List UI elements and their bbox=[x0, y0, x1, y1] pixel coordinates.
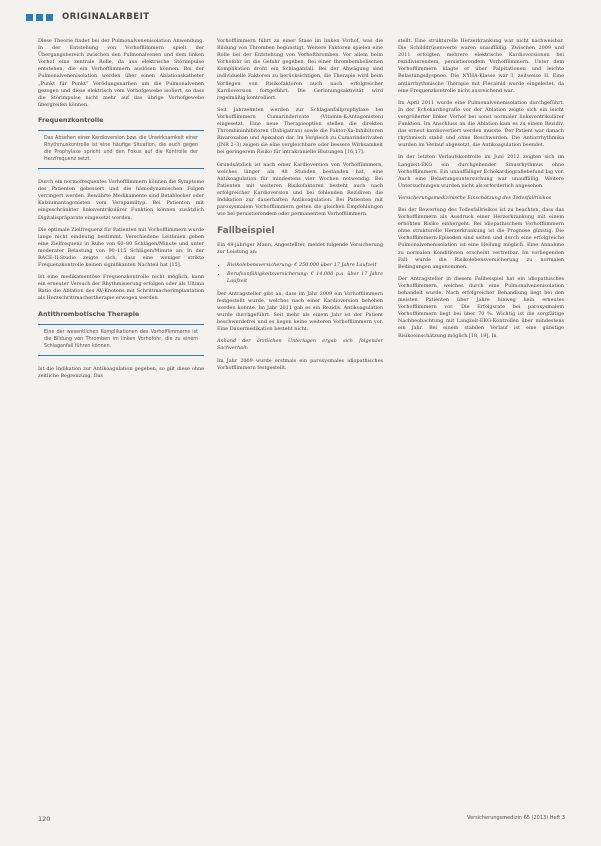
subheading: Versicherungsmedizinische Einschätzung des Todesfallrisikos bbox=[398, 194, 552, 201]
page-header bbox=[26, 10, 150, 24]
paragraph: Seit Jahrzehnten werden zur Schlaganfallprophylaxe bei Vorhofflimmern Cumarinderivate (Vitamin-K-Antagonisten) eingesetzt. Eine neue Therapieoption stellen die direkten Thrombininhibitoren (Dabigatran) sowie die Faktor-Xa-Inhibitoren Rivaroxaban und Apixaban dar. Im Vergleich zu Cumarinderivaten (INR 2–3) zeigen sie eine vergleichbare oder bessere Wirksamkeit bei geringerem Risiko für intrakranielle Blutungen [16,17]. bbox=[217, 106, 383, 156]
text-column-1 bbox=[38, 38, 204, 385]
paragraph: Durch ein normofrequentes Vorhofflimmern können die Symptome des Patienten gebessert und die hämodynamischen Folgen verringert werden. Bewährte Medikamente sind Betablocker oder Kalziumantagonisten vom Verapamiltyp. Bei Patienten mit eingeschränkter linksventrikulärer Funktion können zusätzlich Digitalispräparate eingesetzt werden. bbox=[38, 179, 204, 221]
paragraph: Grundsätzlich ist nach einer Kardioversion von Vorhofflimmern, welches länger als 48 Stunden bestanden hat, eine Antikoagulation für mindestens vier Wochen notwendig. Bei Patienten mit weiteren Risikofaktoren besteht auch nach erfolgreicher Kardioversion und bei fehlenden Rezidiven die Indikation zur dauerhaften Antikoagulation. Bei Patienten mit paroxysmalem Vorhofflimmern gelten die gleichen Empfehlungen wie bei persistierendem oder permanentem Vorhofflimmern. bbox=[217, 161, 383, 218]
highlight-box: Eine der wesentlichen Komplikationen des Vorhofflimmerns ist die Bildung von Thromben im linken Vorhofohr, die zu einem Schlaganfall führen können. bbox=[38, 324, 204, 356]
paragraph: Bei der Bewertung des Todesfallrisikos ist zu beachten, dass das Vorhofflimmern als Ausdruck einer Herzerkrankung mit einem erhöhten Risiko einhergeht. Bei idiopathischem Vorhofflimmern ohne strukturelle Herzerkrankung ist die Prognose günstig. Die Vorhofflimmern-Episoden sind selten und durch eine erfolgreiche Pulmonalvenenisolation ist eine Heilung möglich. Eine Annahme zu normalen Konditionen erscheint vertretbar. Im vorliegenden Fall wurde die Risikolebensversicherung zu normalen Bedingungen angenommen. bbox=[398, 206, 564, 270]
list-item: • Berufsunfähigkeitsversicherung: € 14.000 p.a. über 17 Jahre Laufzeit bbox=[227, 271, 383, 285]
header-square-icon bbox=[26, 14, 33, 21]
paragraph: Im April 2011 wurde eine Pulmonalvenenisolation durchgeführt. In der Echokardiografie vor der Ablation zeigte sich ein leicht vergrößerter linker Vorhof bei sonst normaler linksventrikulärer Funktion. Im Anschluss an die Ablation kam es zu einem Rezidiv, das erneut kardiovertiert werden musste. Der Patient war danach rhythmisch stabil und ohne Beschwerden. Die Antiarrhythmika wurden im Verlauf abgesetzt, die Antikoagulation beendet. bbox=[398, 99, 564, 149]
paragraph: Vorhofflimmern führt zu einer Stase im linken Vorhof, was die Bildung von Thromben begünstigt. Weitere Faktoren spielen eine Rolle bei der Entstehung von Vorhofthromben. Vor allem beim Vorhofohr ist die Gefahr gegeben. Bei einer thrombembolischen Komplikation droht ein Schlaganfall. Bei der Abwägung sind individuelle Faktoren zu berücksichtigen, die Therapie wird beim Vorliegen von Risikofaktoren auch nach erfolgreicher Kardioversion fortgeführt. Die Gerinnungsaktivität wird regelmäßig kontrolliert. bbox=[217, 38, 383, 101]
section-title: ORIGINALARBEIT bbox=[62, 12, 150, 22]
paragraph: Der Antragsteller gibt an, dass im Jahr 2009 ein Vorhofflimmern festgestellt wurde, welches nach einer Kardioversion behoben werden konnte. Im Jahr 2011 gab es ein Rezidiv. Antikoagulation wurde durchgeführt. Seit mehr als einem Jahr ist der Patient beschwerdefrei und es liegen keine weiteren Vorhofflimmern vor. Eine Dauermedikation besteht nicht. bbox=[217, 290, 383, 333]
paragraph: Im Jahr 2009 wurde erstmals ein paroxysmales idiopathisches Vorhofflimmern festgestellt. bbox=[217, 357, 383, 371]
highlight-box: Das Absehen einer Kardioversion bzw. die Unwirksamkeit einer Rhythmuskontrolle ist eine häufige Situation, die auch gegen die Prophylaxe spricht und den Fokus auf die Kontrolle der Herzfrequenz setzt. bbox=[38, 130, 204, 169]
bullet-list bbox=[217, 262, 383, 285]
section-heading: Frequenzkontrolle bbox=[38, 115, 104, 124]
paragraph: Ist die Indikation zur Antikoagulation gegeben, so gilt diese ohne zeitliche Begrenzung. Das bbox=[38, 365, 204, 379]
text-column-2 bbox=[217, 38, 383, 377]
paragraph: Die optimale Zielfrequenz für Patienten mit Vorhofflimmern wurde lange nicht eindeutig bestimmt. Verschiedene Leitlinien geben eine Zielfrequenz in Ruhe von 60–80 Schlägen/Minute und unter moderater Belastung von 90–115 Schlägen/Minute an. In der RACE-II-Studie zeigte sich, dass eine weniger strikte Frequenzkontrolle keinen signifikanten Nachteil hat [15]. bbox=[38, 226, 204, 269]
text-column-3 bbox=[398, 38, 564, 345]
section-heading: Antithrombotische Therapie bbox=[38, 309, 140, 318]
page-number: 120 bbox=[38, 815, 51, 823]
section-heading-fallbeispiel: Fallbeispiel bbox=[217, 226, 275, 237]
paragraph: Der Antragsteller in diesem Fallbeispiel hat ein idiopathisches Vorhofflimmern, welches durch eine Pulmonalvenenisolation behandelt wurde. Nach erfolgreicher Behandlung liegt bei den meisten Patienten über Jahre hinweg kein erneutes Vorhofflimmern vor. Die Erfolgsrate bei paroxysmalem Vorhofflimmern liegt bei über 70 %. Wichtig ist die sorgfältige Nachbeobachtung mit Langzeit-EKG-Kontrollen über mindestens ein Jahr. Bei einem stabilen Verlauf ist eine günstige Risikoeinschätzung möglich [18, 19]. In bbox=[398, 275, 564, 339]
header-square-icon bbox=[46, 14, 53, 21]
paragraph: Ist eine medikamentöse Frequenzkontrolle nicht möglich, kann ein erneuter Versuch der Rhythmisierung erfolgen oder als Ultima Ratio die Ablation des AV-Knotens mit Schrittmacherimplantation als Herzschrittmachertherapie erwogen werden. bbox=[38, 274, 204, 302]
paragraph: Diese Theorie findet bei der Pulmonalvenenisolation Anwendung. In der Entstehung von Vorhofflimmern spielt der Übergangsbereich zwischen den Pulmonalvenen und dem linken Vorhof eine zentrale Rolle, da aus elektrische Störimpulse entstehen, die ein Vorhofflimmern auslösen können. Bei der Pulmonalvenenisolation werden über einen Ablationskatheter „Punkt für Punkt“ Verödungsnarben um die Pulmonalvenen gezogen und diese elektrisch vom Vorhofgewebe isoliert, so dass die Störimpulse nicht mehr auf das übrige Vorhofgewebe übergreifen können. bbox=[38, 38, 204, 108]
paragraph: stellt. Eine strukturelle Herzerkrankung war nicht nachweisbar. Die Schilddrüsenwerte waren unauffällig. Zwischen 2009 und 2011 erfolgten mehrere elektrische Kardioversionen bei rezidivierendem, persistierendem Vorhofflimmern. Unter dem Vorhofflimmern klagte er über Palpitationen und leichte Belastungsdyspnoe. Die NYHA-Klasse war I, zeitweise II. Eine antiarrhythmische Therapie mit Flecainid wurde eingeleitet, da eine Frequenzkontrolle nicht ausreichend war. bbox=[398, 38, 564, 94]
header-square-icon bbox=[36, 14, 43, 21]
paragraph: Ein 48-jähriger Mann, Angestellter, meldet folgende Versicherung zur Leistung an: bbox=[217, 242, 383, 256]
paragraph: Anhand der ärztlichen Unterlagen ergab sich folgender Sachverhalt: bbox=[217, 338, 383, 352]
journal-citation: Versicherungsmedizin 65 (2013) Heft 3 bbox=[466, 815, 565, 821]
paragraph: In der letzten Verlaufskontrolle im Juni 2012 zeigten sich im Langzeit-EKG ein durchgehender Sinusrhythmus ohne Vorhofflimmern. Ein unauffälliger Echokardiografiebefund lag vor. Auch eine Belastungsuntersuchung war unauffällig. Weitere Untersuchungen wurden nicht als erforderlich angesehen. bbox=[398, 154, 564, 189]
list-item: • Risikolebensversicherung: € 250.000 über 17 Jahre Laufzeit bbox=[227, 262, 383, 269]
